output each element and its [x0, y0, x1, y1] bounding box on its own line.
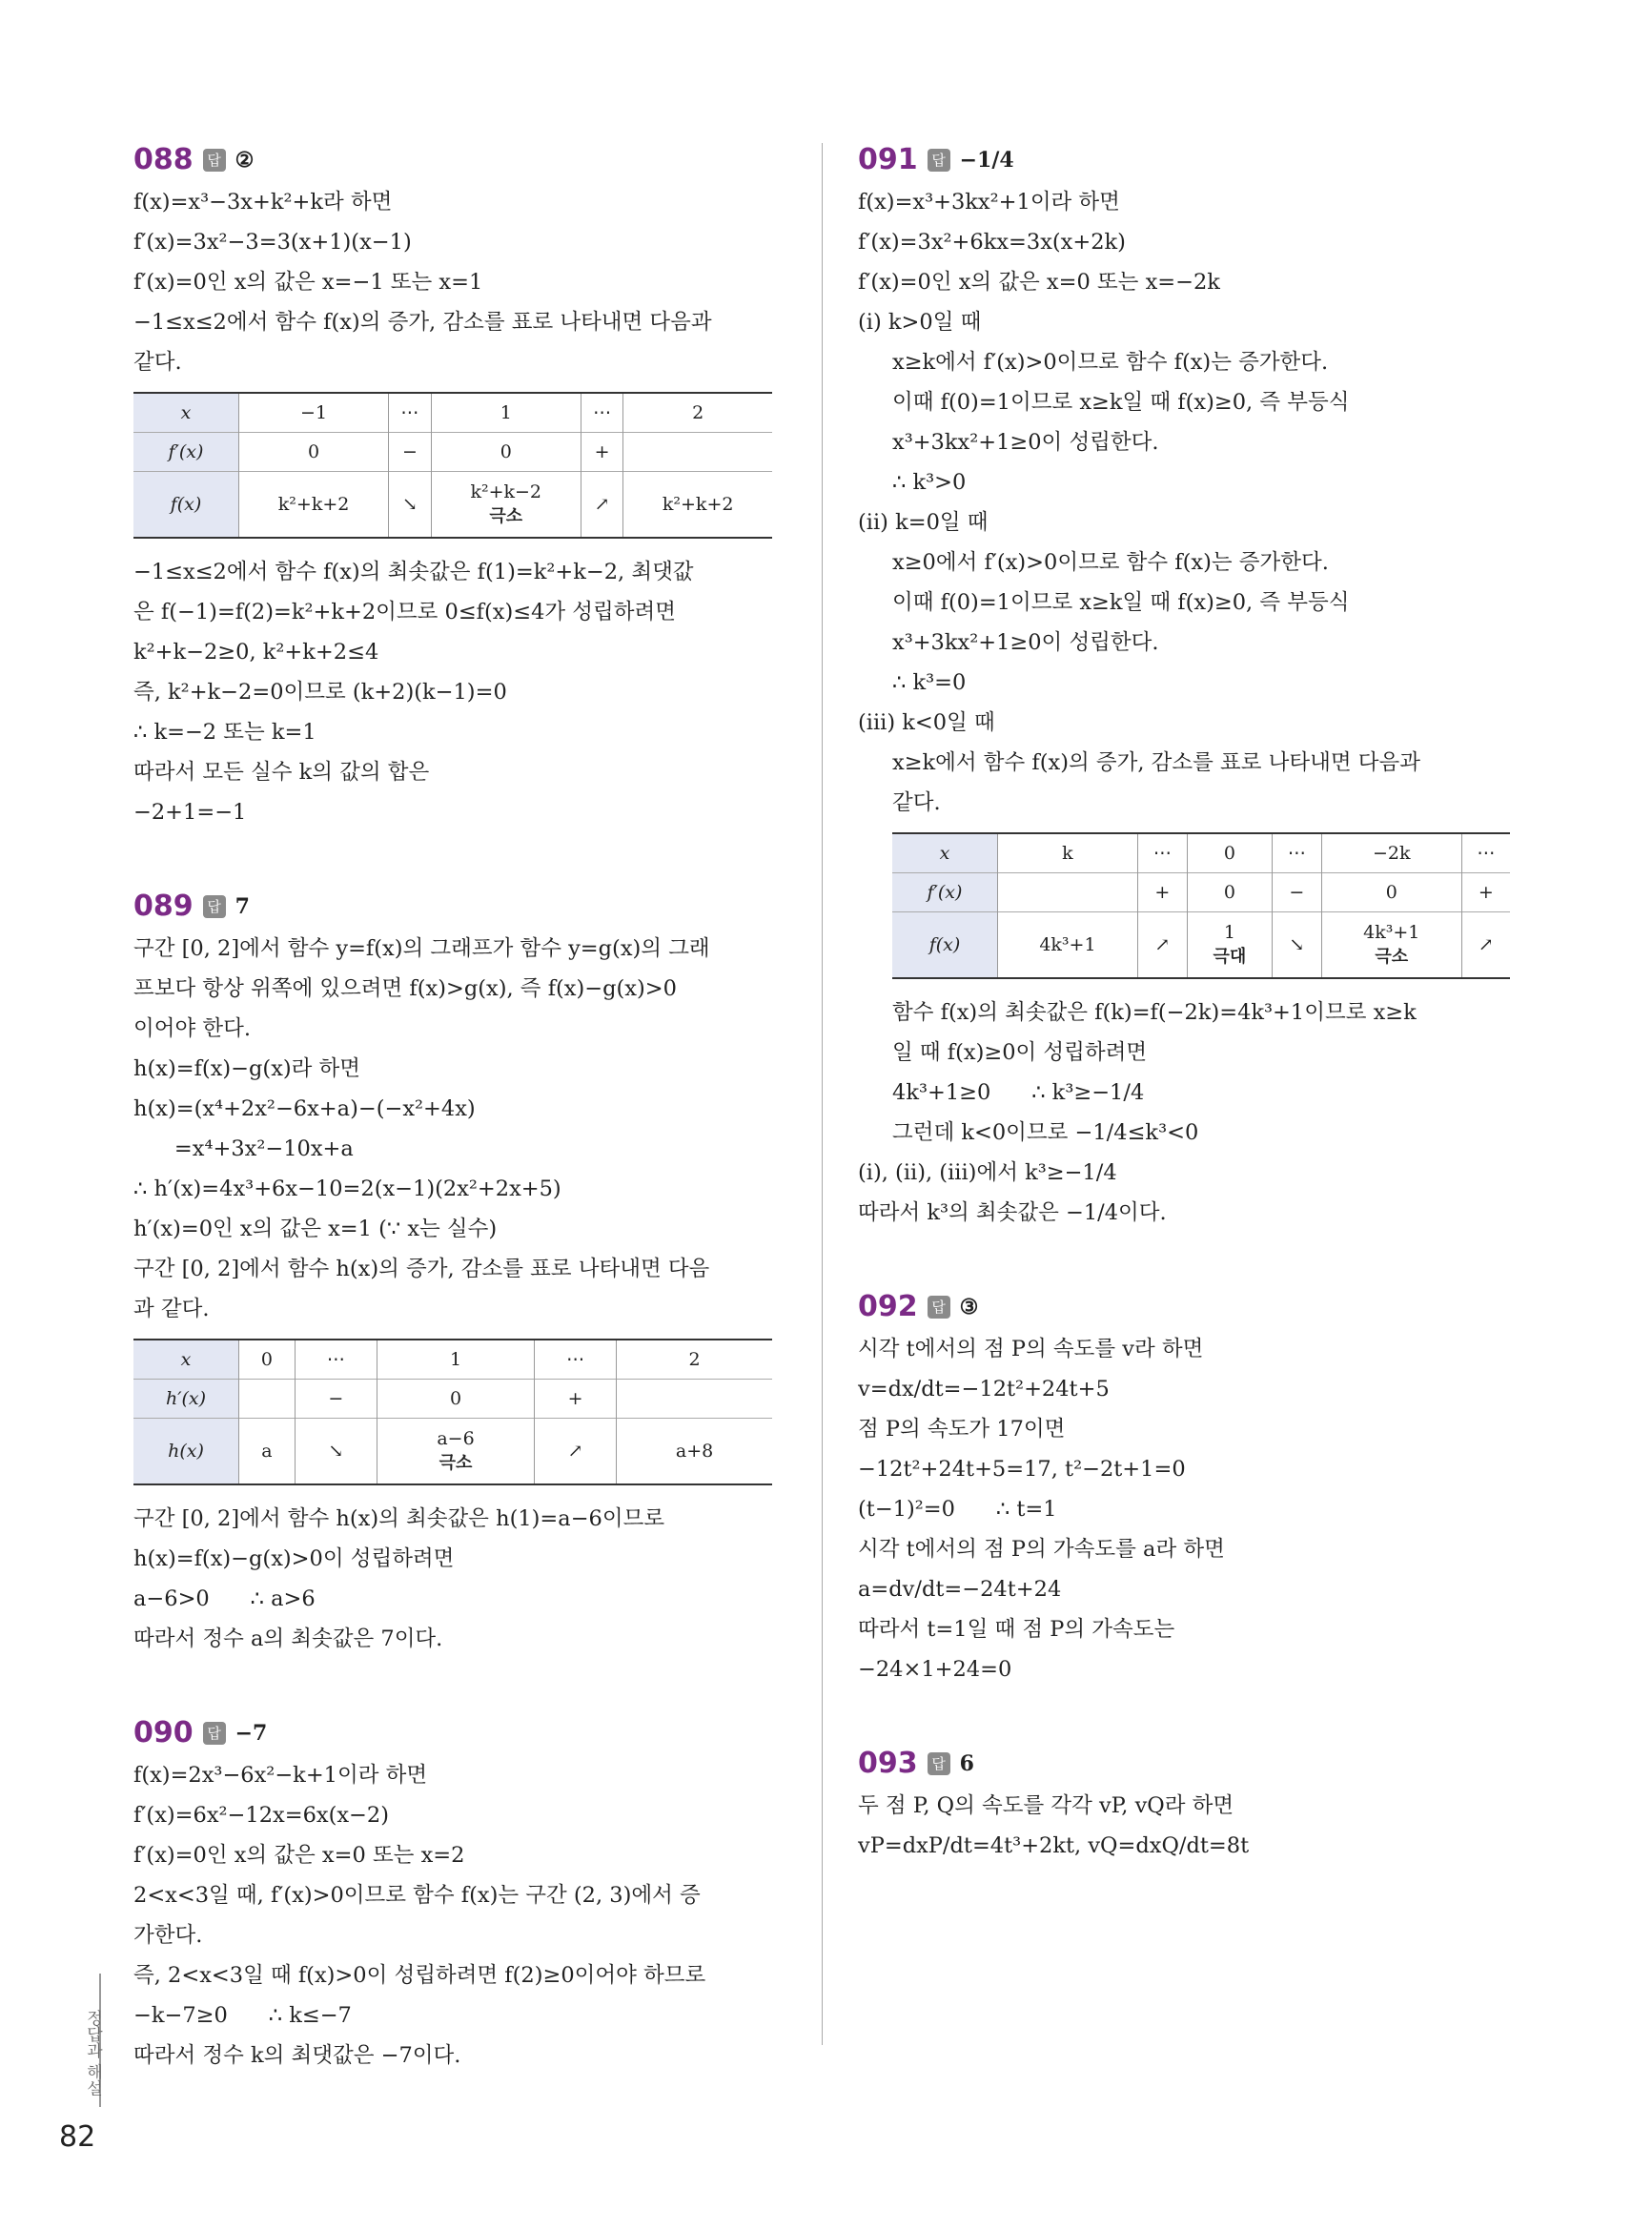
solution-line: a−6>0 ∴ a>6 — [133, 1586, 316, 1611]
cell-value: a−6 — [437, 1428, 475, 1449]
solution-line: f′(x)=0인 x의 값은 x=−1 또는 x=1 — [133, 270, 483, 295]
solution-line: vP=dxP/dt=4t³+2kt, vQ=dxQ/dt=8t — [858, 1833, 1250, 1858]
solution-line: ∴ h′(x)=4x³+6x−10=2(x−1)(2x²+2x+5) — [133, 1176, 561, 1201]
problem-number: 092 — [858, 1290, 918, 1323]
problem-091 — [858, 143, 1525, 1233]
problem-number: 088 — [133, 143, 194, 176]
table-cell: k²+k+2 — [239, 472, 389, 539]
solution-line: =x⁴+3x²−10x+a — [133, 1136, 354, 1161]
problem-093 — [858, 1747, 1525, 1866]
answer-value: 6 — [959, 1750, 974, 1776]
extremum-label: 극대 — [1213, 947, 1247, 967]
table-cell: a+8 — [617, 1419, 772, 1485]
table-cell — [1187, 912, 1272, 979]
solution-line: 따라서 k³의 최솟값은 −1/4이다. — [858, 1200, 1167, 1225]
table-cell: ⋯ — [1137, 833, 1187, 873]
table-cell: ↘ — [1272, 912, 1321, 979]
table-cell — [377, 1419, 534, 1485]
table-cell: ↘ — [389, 472, 432, 539]
problem-number: 091 — [858, 143, 918, 176]
answer-badge: 답 — [203, 895, 226, 918]
answer-badge: 답 — [928, 1296, 950, 1319]
answer-value: −7 — [235, 1720, 268, 1746]
table-cell: ⋯ — [389, 393, 432, 433]
answer-value: 7 — [235, 893, 250, 919]
solution-line: x³+3kx²+1≥0이 성립한다. — [892, 630, 1159, 655]
table-cell: ↗ — [1137, 912, 1187, 979]
table-cell: ↗ — [581, 472, 623, 539]
solution-line: 과 같다. — [133, 1297, 210, 1321]
answer-badge: 답 — [928, 1752, 950, 1775]
right-column — [858, 143, 1525, 1923]
table-cell: − — [389, 433, 432, 472]
solution-line: f′(x)=3x²+6kx=3x(x+2k) — [858, 230, 1126, 255]
table-cell: ⋯ — [295, 1340, 377, 1380]
solution-line: 가한다. — [133, 1923, 203, 1948]
table-cell: ⋯ — [535, 1340, 617, 1380]
case-heading: (ii) k=0일 때 — [858, 510, 989, 535]
answer-badge: 답 — [928, 149, 950, 172]
solution-line: x≥0에서 f′(x)>0이므로 함수 f(x)는 증가한다. — [892, 550, 1329, 575]
sign-table — [133, 1339, 772, 1485]
cell-value: 4k³+1 — [1363, 922, 1420, 943]
table-cell — [431, 472, 581, 539]
table-cell — [623, 433, 772, 472]
solution-line: ∴ k³>0 — [892, 470, 967, 495]
extremum-label: 극소 — [438, 1453, 473, 1473]
solution-line: f′(x)=0인 x의 값은 x=0 또는 x=2 — [133, 1843, 465, 1868]
solution-line: x≥k에서 함수 f(x)의 증가, 감소를 표로 나타내면 다음과 — [892, 750, 1420, 775]
problem-092 — [858, 1290, 1525, 1689]
solution-line: h(x)=f(x)−g(x)라 하면 — [133, 1056, 361, 1081]
table-cell: k — [998, 833, 1138, 873]
solution-line: −k−7≥0 ∴ k≤−7 — [133, 2003, 352, 2028]
solution-line: 4k³+1≥0 ∴ k³≥−1/4 — [892, 1080, 1145, 1105]
answer-value: ③ — [959, 1294, 979, 1320]
table-cell: x — [892, 833, 998, 873]
table-cell: 1 — [377, 1340, 534, 1380]
solution-line: (i), (ii), (iii)에서 k³≥−1/4 — [858, 1160, 1117, 1185]
solution-line: 같다. — [133, 350, 182, 375]
table-cell: 1 — [431, 393, 581, 433]
solution-line: 즉, k²+k−2=0이므로 (k+2)(k−1)=0 — [133, 680, 507, 705]
answer-badge: 답 — [203, 149, 226, 172]
solution-line: 같다. — [892, 790, 941, 815]
sign-table — [133, 392, 772, 539]
table-cell: 4k³+1 — [998, 912, 1138, 979]
page-number: 82 — [59, 2120, 96, 2154]
solution-line: f′(x)=0인 x의 값은 x=0 또는 x=−2k — [858, 270, 1220, 295]
column-divider — [822, 143, 823, 2045]
solution-line: 은 f(−1)=f(2)=k²+k+2이므로 0≤f(x)≤4가 성립하려면 — [133, 600, 676, 624]
solution-line: v=dx/dt=−12t²+24t+5 — [858, 1377, 1110, 1401]
solution-line: 따라서 정수 k의 최댓값은 −7이다. — [133, 2043, 461, 2068]
sidebar-label: 정답과 해설 — [83, 2010, 102, 2097]
problem-089 — [133, 890, 791, 1659]
solution-line: a=dv/dt=−24t+24 — [858, 1577, 1062, 1602]
table-cell: ⋯ — [1272, 833, 1321, 873]
table-cell: h′(x) — [133, 1380, 239, 1419]
table-cell: 2 — [623, 393, 772, 433]
solution-line: h′(x)=0인 x의 값은 x=1 (∵ x는 실수) — [133, 1217, 498, 1241]
answer-badge: 답 — [203, 1722, 226, 1745]
solution-line: 시각 t에서의 점 P의 가속도를 a라 하면 — [858, 1537, 1225, 1562]
solution-line: 두 점 P, Q의 속도를 각각 vP, vQ라 하면 — [858, 1793, 1234, 1818]
solution-line: 이어야 한다. — [133, 1016, 251, 1041]
solution-line: −12t²+24t+5=17, t²−2t+1=0 — [858, 1457, 1186, 1482]
problem-088 — [133, 143, 791, 832]
table-cell: − — [1272, 873, 1321, 912]
solution-line: f(x)=x³+3kx²+1이라 하면 — [858, 190, 1120, 215]
table-cell: − — [295, 1380, 377, 1419]
solution-line: f(x)=2x³−6x²−k+1이라 하면 — [133, 1763, 428, 1788]
table-cell: 0 — [377, 1380, 534, 1419]
solution-line: 이때 f(0)=1이므로 x≥k일 때 f(x)≥0, 즉 부등식 — [892, 590, 1350, 615]
solution-line: 프보다 항상 위쪽에 있으려면 f(x)>g(x), 즉 f(x)−g(x)>0 — [133, 976, 677, 1001]
table-cell: 0 — [239, 1340, 296, 1380]
solution-line: 2<x<3일 때, f′(x)>0이므로 함수 f(x)는 구간 (2, 3)에서 증 — [133, 1883, 701, 1908]
table-cell: + — [535, 1380, 617, 1419]
solution-line: 일 때 f(x)≥0이 성립하려면 — [892, 1040, 1148, 1065]
table-cell — [998, 873, 1138, 912]
table-cell: ↗ — [535, 1419, 617, 1485]
solution-line: 구간 [0, 2]에서 함수 h(x)의 증가, 감소를 표로 나타내면 다음 — [133, 1257, 710, 1281]
case-heading: (iii) k<0일 때 — [858, 710, 995, 735]
table-cell: a — [239, 1419, 296, 1485]
solution-line: h(x)=f(x)−g(x)>0이 성립하려면 — [133, 1546, 455, 1571]
table-cell — [239, 1380, 296, 1419]
extremum-label: 극소 — [489, 506, 523, 526]
solution-line: h(x)=(x⁴+2x²−6x+a)−(−x²+4x) — [133, 1096, 476, 1121]
problem-number: 093 — [858, 1747, 918, 1780]
table-cell: ⋯ — [1461, 833, 1510, 873]
solution-line: 점 P의 속도가 17이면 — [858, 1417, 1066, 1442]
table-cell: 2 — [617, 1340, 772, 1380]
solution-line: ∴ k=−2 또는 k=1 — [133, 720, 316, 745]
solution-line: f′(x)=3x²−3=3(x+1)(x−1) — [133, 230, 412, 255]
table-cell: + — [1461, 873, 1510, 912]
cell-value: 1 — [1223, 922, 1235, 943]
solution-line: 시각 t에서의 점 P의 속도를 v라 하면 — [858, 1337, 1204, 1361]
answer-value: ② — [235, 147, 255, 173]
table-cell: f′(x) — [133, 433, 239, 472]
problem-090 — [133, 1716, 791, 2076]
solution-line: −1≤x≤2에서 함수 f(x)의 최솟값은 f(1)=k²+k−2, 최댓값 — [133, 560, 694, 584]
table-cell: 0 — [1187, 833, 1272, 873]
solution-line: f′(x)=6x²−12x=6x(x−2) — [133, 1803, 390, 1828]
solution-line: −1≤x≤2에서 함수 f(x)의 증가, 감소를 표로 나타내면 다음과 — [133, 310, 712, 335]
table-cell: −2k — [1321, 833, 1461, 873]
table-cell: f(x) — [892, 912, 998, 979]
solution-line: 구간 [0, 2]에서 함수 y=f(x)의 그래프가 함수 y=g(x)의 그래 — [133, 936, 710, 961]
solution-line: k²+k−2≥0, k²+k+2≤4 — [133, 640, 379, 665]
cell-value: k²+k−2 — [470, 481, 542, 502]
case-heading: (i) k>0일 때 — [858, 310, 982, 335]
solution-line: x≥k에서 f′(x)>0이므로 함수 f(x)는 증가한다. — [892, 350, 1329, 375]
solution-line: 구간 [0, 2]에서 함수 h(x)의 최솟값은 h(1)=a−6이므로 — [133, 1506, 665, 1531]
solution-line: 따라서 t=1일 때 점 P의 가속도는 — [858, 1617, 1175, 1642]
table-cell: f′(x) — [892, 873, 998, 912]
table-cell: ↘ — [295, 1419, 377, 1485]
table-cell: + — [1137, 873, 1187, 912]
extremum-label: 극소 — [1375, 947, 1409, 967]
table-cell: −1 — [239, 393, 389, 433]
table-cell: + — [581, 433, 623, 472]
table-cell: ⋯ — [581, 393, 623, 433]
solution-line: −2+1=−1 — [133, 800, 247, 825]
table-cell — [617, 1380, 772, 1419]
table-cell: x — [133, 1340, 239, 1380]
table-cell: f(x) — [133, 472, 239, 539]
left-column — [133, 143, 791, 2133]
solution-line: ∴ k³=0 — [892, 670, 967, 695]
solution-line: 즉, 2<x<3일 때 f(x)>0이 성립하려면 f(2)≥0이어야 하므로 — [133, 1963, 706, 1988]
problem-number: 089 — [133, 890, 194, 923]
table-cell: 0 — [239, 433, 389, 472]
table-cell: h(x) — [133, 1419, 239, 1485]
table-cell — [1321, 912, 1461, 979]
table-cell: 0 — [431, 433, 581, 472]
solution-line: x³+3kx²+1≥0이 성립한다. — [892, 430, 1159, 455]
table-cell: k²+k+2 — [623, 472, 772, 539]
sign-table — [892, 832, 1510, 979]
table-cell: x — [133, 393, 239, 433]
solution-line: f(x)=x³−3x+k²+k라 하면 — [133, 190, 393, 215]
solution-line: 그런데 k<0이므로 −1/4≤k³<0 — [892, 1120, 1199, 1145]
answer-value: −1/4 — [959, 147, 1014, 173]
table-cell: 0 — [1187, 873, 1272, 912]
problem-number: 090 — [133, 1716, 194, 1749]
solution-line: 따라서 정수 a의 최솟값은 7이다. — [133, 1626, 443, 1651]
solution-line: 따라서 모든 실수 k의 값의 합은 — [133, 760, 430, 785]
solution-line: (t−1)²=0 ∴ t=1 — [858, 1497, 1057, 1522]
solution-line: −24×1+24=0 — [858, 1657, 1012, 1682]
table-cell: ↗ — [1461, 912, 1510, 979]
solution-line: 이때 f(0)=1이므로 x≥k일 때 f(x)≥0, 즉 부등식 — [892, 390, 1350, 415]
solution-line: 함수 f(x)의 최솟값은 f(k)=f(−2k)=4k³+1이므로 x≥k — [892, 1000, 1417, 1025]
table-cell: 0 — [1321, 873, 1461, 912]
